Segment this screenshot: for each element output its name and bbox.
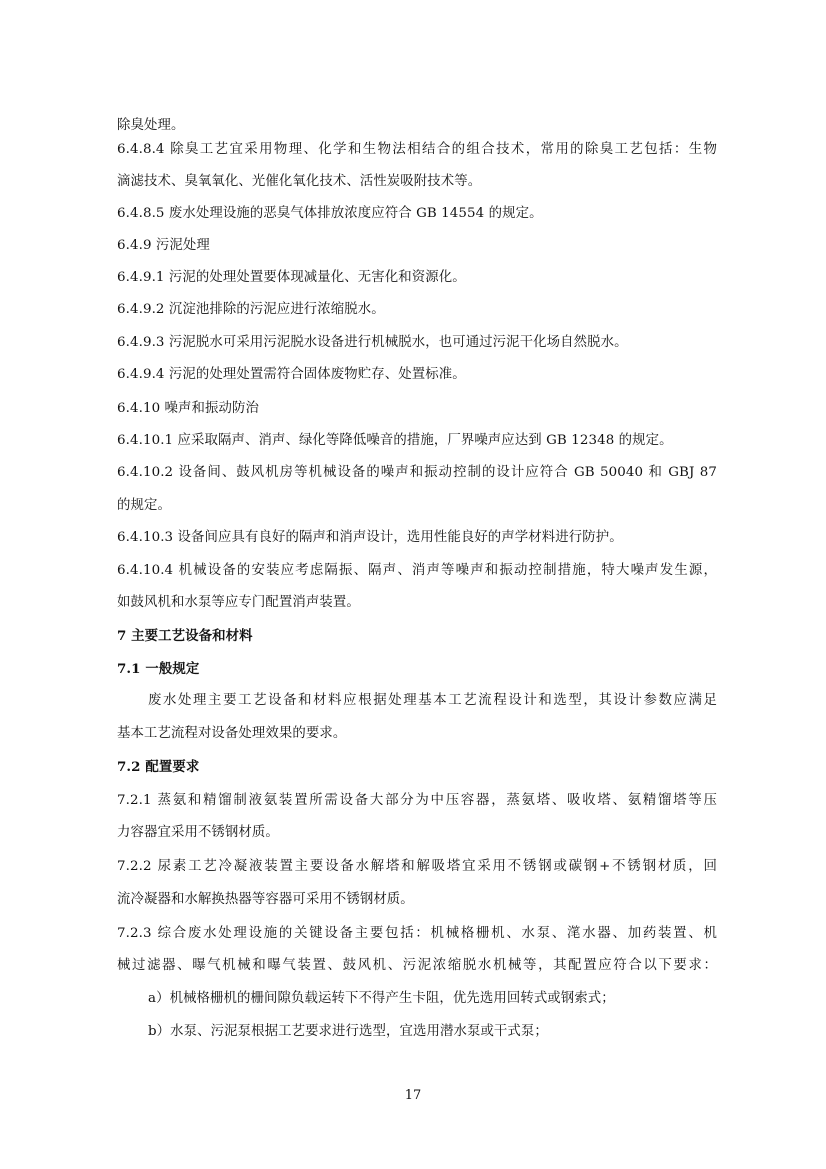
text-line: 如鼓风机和水泵等应专门配置消声装置。 (117, 595, 360, 610)
text-line: 6.4.9.4 污泥的处理处置需符合固体废物贮存、处置标准。 (117, 367, 466, 382)
text-line: 滴滤技术、臭氧氧化、光催化氧化技术、活性炭吸附技术等。 (117, 174, 482, 189)
text-line: 7.2.2 尿素工艺冷凝液装置主要设备水解塔和解吸塔宜采用不锈钢或碳钢+不锈钢材质，回 (117, 859, 717, 874)
section-heading: 6.4.10 噪声和振动防治 (117, 401, 259, 416)
text-line: 6.4.10.2 设备间、鼓风机房等机械设备的噪声和振动控制的设计应符合 GB 50040 和 GBJ 87 (117, 465, 717, 480)
section-heading: 6.4.9 污泥处理 (117, 238, 210, 253)
text-line: 基本工艺流程对设备处理效果的要求。 (117, 726, 347, 741)
section-heading: 7.2 配置要求 (117, 759, 200, 775)
text-line: 力容器宜采用不锈钢材质。 (117, 825, 279, 840)
text-line: 的规定。 (117, 498, 171, 513)
text-line: 除臭处理。 (117, 118, 185, 133)
chapter-heading: 7 主要工艺设备和材料 (117, 628, 253, 644)
list-item: a）机械格栅机的栅间隙负载运转下不得产生卡阻，优先选用回转式或钢索式； (148, 991, 615, 1006)
text-line: 械过滤器、曝气机械和曝气装置、鼓风机、污泥浓缩脱水机械等，其配置应符合以下要求： (117, 958, 717, 973)
text-line: 废水处理主要工艺设备和材料应根据处理基本工艺流程设计和选型，其设计参数应满足 (148, 693, 717, 708)
text-line: 7.2.3 综合废水处理设施的关键设备主要包括：机械格栅机、水泵、滗水器、加药装置、机 (117, 926, 717, 941)
text-line: 6.4.9.3 污泥脱水可采用污泥脱水设备进行机械脱水，也可通过污泥干化场自然脱水。 (117, 335, 628, 350)
page-number: 17 (404, 1088, 422, 1103)
text-line: 6.4.8.4 除臭工艺宜采用物理、化学和生物法相结合的组合技术，常用的除臭工艺包括：生物 (117, 142, 717, 157)
text-line: 6.4.9.2 沉淀池排除的污泥应进行浓缩脱水。 (117, 302, 385, 317)
text-line: 流冷凝器和水解换热器等容器可采用不锈钢材质。 (117, 892, 414, 907)
text-line: 6.4.9.1 污泥的处理处置要体现减量化、无害化和资源化。 (117, 270, 466, 285)
section-heading: 7.1 一般规定 (117, 661, 200, 677)
text-line: 7.2.1 蒸氨和精馏制液氨装置所需设备大部分为中压容器，蒸氨塔、吸收塔、氨精馏塔等压 (117, 793, 717, 808)
text-line: 6.4.10.3 设备间应具有良好的隔声和消声设计，选用性能良好的声学材料进行防护。 (117, 530, 623, 545)
text-line: 6.4.8.5 废水处理设施的恶臭气体排放浓度应符合 GB 14554 的规定。 (117, 206, 543, 221)
list-item: b）水泵、污泥泵根据工艺要求进行选型，宜选用潜水泵或干式泵； (148, 1024, 548, 1039)
text-line: 6.4.10.1 应采取隔声、消声、绿化等降低噪音的措施，厂界噪声应达到 GB 12348 的规定。 (117, 433, 673, 448)
text-line: 6.4.10.4 机械设备的安装应考虑隔振、隔声、消声等噪声和振动控制措施，特大噪声发生源， (117, 563, 717, 578)
